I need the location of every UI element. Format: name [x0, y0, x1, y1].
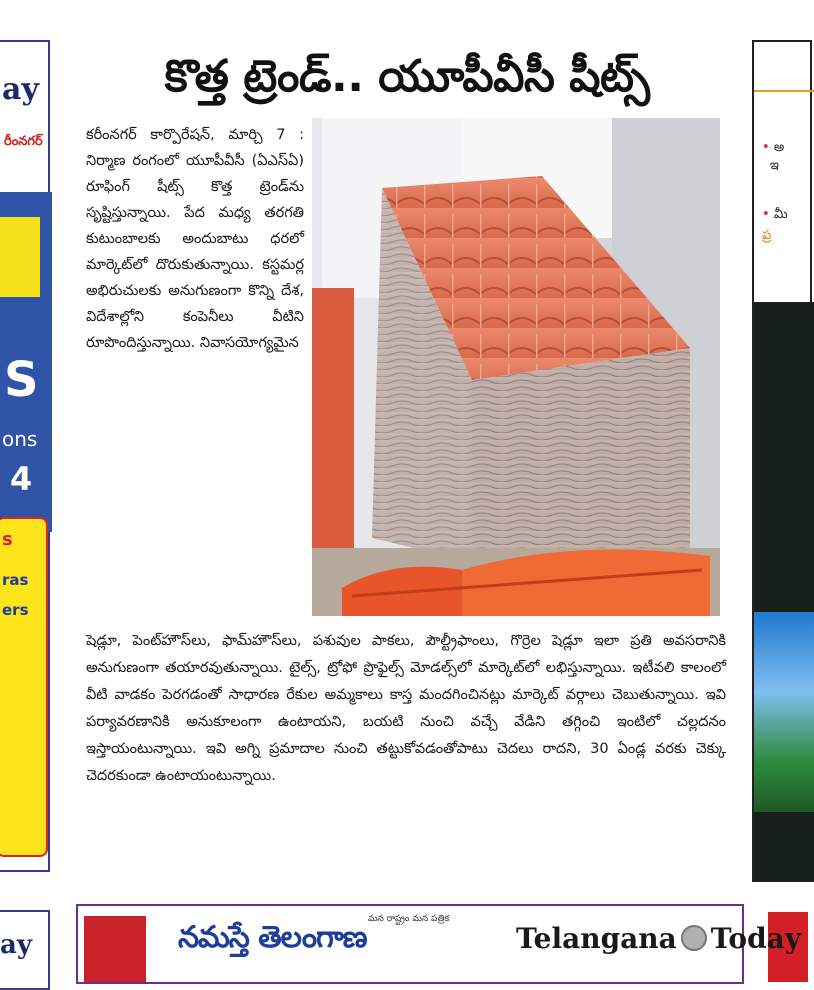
right-ad-rule	[754, 90, 814, 92]
photo-illustration	[312, 118, 720, 616]
bullet-dot-icon: •	[762, 140, 774, 155]
left-ad-yellow-shape	[0, 217, 40, 297]
masthead-english-logo: Telangana Today	[516, 922, 802, 955]
left-ad-yellow-panel	[0, 517, 48, 857]
right-advertisement	[752, 40, 812, 882]
right-ad-bullet-1: • అ ఇ	[762, 140, 785, 173]
left-ad-panel-line1: ras	[2, 571, 29, 589]
masthead-tagline: మన రాష్ట్రం మన పత్రిక	[368, 914, 450, 924]
left-advertisement	[0, 40, 50, 872]
left-ad-red-text: రీంనగర్	[4, 134, 43, 149]
left-ad-big-letter: S	[4, 352, 39, 408]
right-ad-orange-text: ప్ర	[762, 228, 772, 243]
article-headline: కొత్త ట్రెండ్.. యూపీవీసీ షీట్స్	[164, 51, 650, 102]
emblem-icon	[681, 925, 707, 951]
bullet-dot-icon: •	[762, 207, 774, 222]
left-advertisement-bottom	[0, 910, 50, 990]
newspaper-masthead	[76, 904, 802, 984]
left-ad-heading: ay	[2, 72, 39, 107]
left-ad-line1: ons	[2, 427, 38, 451]
right-ad-landscape-image	[754, 612, 814, 812]
right-ad-bullet-2: • మీ	[762, 207, 788, 222]
left-ad-panel-top: s	[2, 529, 13, 550]
masthead-telugu-logo: నమస్తే తెలంగాణ	[178, 920, 367, 955]
left-ad-bottom-text: ay	[0, 930, 32, 960]
article-body-paragraph: షెడ్లూ, పెంట్‌హౌస్‌లు, ఫామ్‌హౌస్‌లు, పశువుల పాకలు, పౌల్ట్రీఫాంలు, గొర్రెల షెడ్లూ ఇలా ప్రతి అవసరానికి అనుగుణంగా తయారవుతున్నాయి. టైల్స్, ట్రోఫో ప్రొఫైల్స్ మోడల్స్‌లో మార్కెట్‌లో లభిస్తున్నాయి. ఇటీవలి కాలంలో వీటి వాడకం పెరగడంతో సాధారణ రేకుల అమ్మకాలు కాస్త మందగించినట్లు మార్కెట్ వర్గాలు చెబుతున్నాయి. ఇవి పర్యావరణానికి అనుకూలంగా ఉంటాయని, బయటి నుంచి వచ్చే వేడిని తగ్గించి ఇంటిలో చల్లదనం ఇస్తాయంటున్నాయి. ఇవి అగ్ని ప్రమాదాల నుంచి తట్టుకోవడంతోపాటు చెదలు రాదని, 30 ఏండ్ల వరకు చెక్కు చెదరకుండా ఉంటాయంటున్నాయి.	[86, 633, 726, 784]
roofing-sheets-photo	[312, 118, 720, 616]
left-ad-panel-line2: ers	[2, 601, 29, 619]
left-ad-line2: 4	[10, 460, 33, 498]
article-intro-column: కరీంనగర్ కార్పొరేషన్, మార్చి 7 : నిర్మాణ రంగంలో యూపీవీసీ (ఏఎస్ఏ) రూఫింగ్ షీట్స్ కొత్త ట్రెండ్‌ను సృష్టిస్తున్నాయి. పేద మధ్య తరగతి కుటుంబాలకు అందుబాటు ధరలో మార్కెట్‌లో దొరుకుతున్నాయి. కస్టమర్ల అభిరుచులకు అనుగుణంగా కొన్ని దేశ, విదేశాల్లోని కంపెనీలు వీటిని రూపొందిస్తున్నాయి. నివాసయోగ్యమైన	[86, 127, 304, 351]
article-body	[86, 628, 726, 790]
masthead-ad-thumbnail	[84, 916, 146, 982]
